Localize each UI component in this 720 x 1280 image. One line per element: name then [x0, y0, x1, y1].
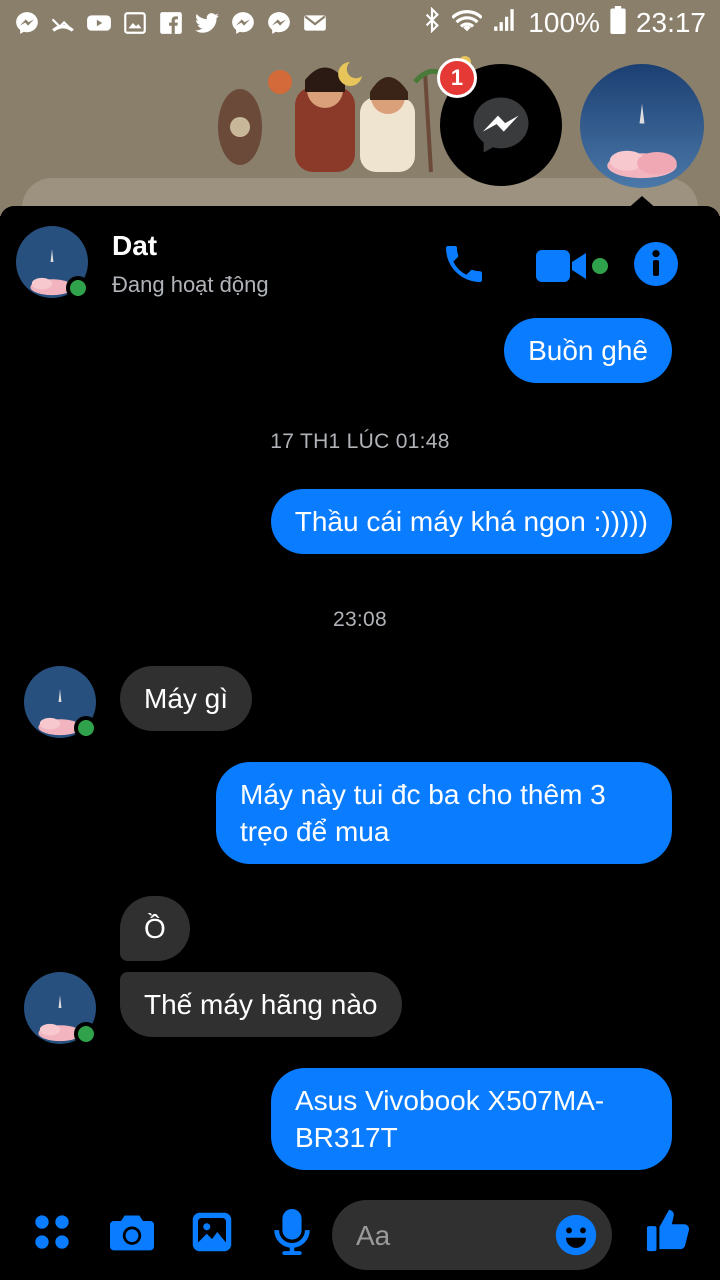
message-incoming[interactable]: Thế máy hãng nào [120, 972, 402, 1037]
contact-name[interactable]: Dat [112, 230, 158, 261]
camera-button[interactable] [110, 1210, 154, 1254]
online-indicator [66, 276, 90, 300]
facebook-icon [158, 10, 184, 36]
mail-icon [302, 10, 328, 36]
sender-avatar[interactable] [24, 972, 96, 1044]
phone-icon [440, 240, 488, 288]
voice-message-button[interactable] [270, 1210, 314, 1254]
status-bar [0, 0, 720, 46]
video-call-button[interactable] [534, 244, 612, 288]
message-incoming[interactable]: Máy gì [120, 666, 252, 731]
contact-status: Đang hoạt động [112, 272, 269, 297]
grid-dots-icon [32, 1212, 72, 1252]
info-icon [632, 240, 680, 288]
wifi-icon [452, 6, 482, 41]
messenger-icon [230, 10, 256, 36]
twitter-icon [194, 10, 220, 36]
message-timestamp: 23:08 [332, 608, 388, 631]
avatar-image [580, 64, 704, 188]
chat-panel [0, 206, 720, 1280]
message-timestamp: 17 TH1 LÚC 01:48 [270, 430, 450, 453]
messenger-icon [266, 10, 292, 36]
missed-call-icon [50, 10, 76, 36]
image-icon [191, 1211, 233, 1253]
message-input-placeholder: Aa [356, 1220, 391, 1251]
bluetooth-icon [422, 7, 442, 40]
message-outgoing[interactable]: Asus Vivobook X507MA-BR317T [271, 1068, 672, 1170]
message-composer [0, 1186, 720, 1280]
video-camera-icon [534, 244, 612, 288]
voice-call-button[interactable] [440, 240, 488, 288]
battery-percent: 100% [528, 7, 600, 38]
clock: 23:17 [635, 7, 706, 38]
microphone-icon [274, 1209, 310, 1255]
notification-icons [14, 10, 328, 36]
message-input[interactable] [332, 1200, 612, 1270]
messenger-icon [14, 10, 40, 36]
battery-icon [610, 6, 626, 41]
system-status [422, 6, 706, 41]
online-indicator [74, 716, 98, 740]
unread-badge: 1 [437, 58, 477, 98]
message-outgoing[interactable]: Buồn ghê [504, 318, 672, 383]
messenger-icon [468, 92, 534, 158]
camera-icon [110, 1211, 154, 1253]
message-outgoing[interactable]: Máy này tui đc ba cho thêm 3 trẹo để mua [216, 762, 672, 864]
message-outgoing[interactable]: Thầu cái máy khá ngon :))))) [271, 489, 672, 554]
signal-icon [492, 7, 518, 40]
smiley-icon [554, 1213, 598, 1257]
message-incoming[interactable]: Ồ [120, 896, 190, 961]
contact-chat-head[interactable] [580, 64, 704, 188]
sender-avatar[interactable] [24, 666, 96, 738]
emoji-button[interactable] [554, 1213, 598, 1257]
youtube-icon [86, 10, 112, 36]
like-button[interactable] [644, 1206, 692, 1254]
thumbs-up-icon [645, 1207, 691, 1253]
chat-header [0, 206, 720, 318]
contact-avatar[interactable] [16, 226, 88, 298]
online-indicator [74, 1022, 98, 1046]
gallery-button[interactable] [190, 1210, 234, 1254]
info-button[interactable] [632, 240, 680, 288]
more-actions-button[interactable] [30, 1210, 74, 1254]
gallery-icon [122, 10, 148, 36]
